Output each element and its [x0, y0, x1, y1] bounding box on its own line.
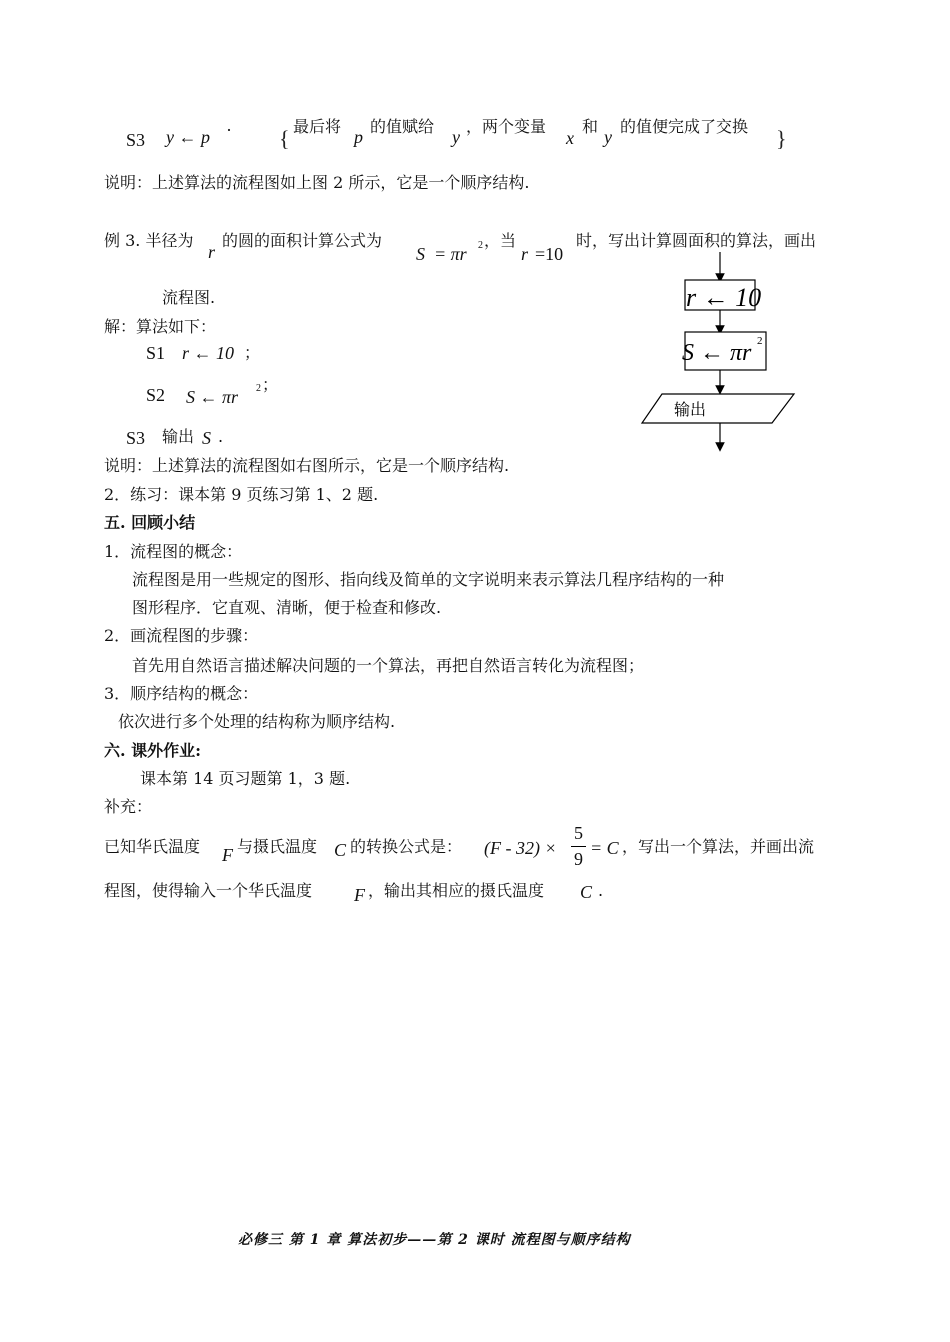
- homework: 课本第 14 页习题第 1，3 题.: [140, 769, 351, 788]
- text: ，输出其相应的摄氏温度: [368, 881, 545, 900]
- s2-expr: S ← πr: [186, 387, 239, 407]
- var-p: p: [354, 127, 363, 147]
- var-F2: F: [354, 885, 365, 905]
- box1-text: r ← 10: [686, 283, 762, 312]
- text: 例 3. 半径为: [104, 231, 194, 250]
- var-F: F: [222, 845, 233, 865]
- brace-close: }: [776, 126, 787, 151]
- formula-right: = C: [590, 838, 619, 858]
- item-1-line-2: 图形程序．它直观、清晰，便于检查和修改.: [132, 598, 442, 617]
- flowchart: [630, 250, 810, 455]
- formula-eq: = πr: [434, 244, 467, 264]
- s3-text: 输出: [162, 427, 195, 446]
- frac-den: 9: [574, 849, 583, 869]
- page-footer: 必修三 第 1 章 算法初步——第 2 课时 流程图与顺序结构: [238, 1232, 631, 1248]
- s1-end: ；: [244, 343, 261, 362]
- s1-label: S1: [146, 343, 166, 363]
- frac-bar: [571, 846, 586, 847]
- text: 的值便完成了交换: [620, 117, 749, 136]
- text: ，写出一个算法，并画出流: [622, 837, 815, 856]
- text: 时，写出计算圆面积的算法，画出: [576, 231, 817, 250]
- text: 最后将: [293, 117, 342, 136]
- s2-end: ；: [262, 375, 279, 394]
- item-3-title: 3．顺序结构的概念：: [104, 684, 259, 703]
- text: 的圆的面积计算公式为: [222, 231, 383, 250]
- box2-text: S ← πr: [682, 340, 752, 366]
- var-x: x: [566, 128, 574, 148]
- text: 流程图.: [162, 288, 216, 307]
- text: 程图，使得输入一个华氏温度: [104, 881, 313, 900]
- item-1-title: 1．流程图的概念：: [104, 542, 243, 561]
- cond-val: =10: [535, 244, 564, 264]
- step-label: S3: [126, 130, 146, 150]
- note-1: 说明：上述算法的流程图如上图 2 所示，它是一个顺序结构.: [104, 173, 530, 192]
- var-C: C: [334, 840, 347, 860]
- var-r: r: [208, 242, 216, 262]
- s1-expr: r ← 10: [182, 343, 235, 363]
- solution-head: 解：算法如下：: [104, 317, 217, 336]
- formula-left: (F - 32) ×: [484, 838, 557, 858]
- s3-var: S: [202, 428, 211, 448]
- note-2: 说明：上述算法的流程图如右图所示，它是一个顺序结构.: [104, 456, 510, 475]
- text: 与摄氏温度: [237, 837, 318, 856]
- s3-end: .: [218, 427, 224, 446]
- text: 的值赋给: [370, 117, 435, 136]
- formula-S: S: [416, 244, 425, 264]
- dot: ·: [226, 120, 232, 140]
- text: 的转换公式是：: [350, 837, 463, 856]
- assign-expr: y ← p: [166, 127, 210, 147]
- section-6-heading: 六. 课外作业:: [104, 741, 202, 760]
- item-2-text: 首先用自然语言描述解决问题的一个算法，再把自然语言转化为流程图；: [132, 656, 645, 675]
- item-2-title: 2．画流程图的步骤：: [104, 626, 259, 645]
- var-y2: y: [604, 127, 612, 147]
- text: 已知华氏温度: [104, 837, 201, 856]
- box2-exp: 2: [757, 335, 763, 347]
- frac-num: 5: [574, 823, 583, 843]
- item-1-line-1: 流程图是用一些规定的图形、指向线及简单的文字说明来表示算法几程序结构的一种: [132, 570, 725, 589]
- var-y: y: [452, 127, 460, 147]
- cond-r: r: [521, 244, 529, 264]
- var-C2: C: [580, 882, 593, 902]
- s3-label: S3: [126, 428, 146, 448]
- text: ，两个变量: [466, 117, 547, 136]
- section-5-heading: 五. 回顾小结: [104, 513, 196, 532]
- item-3-text: 依次进行多个处理的结构称为顺序结构.: [118, 712, 396, 731]
- s2-label: S2: [146, 385, 166, 405]
- supplement: 补充：: [104, 797, 153, 816]
- brace-open: {: [279, 126, 290, 151]
- text: .: [598, 881, 604, 900]
- output-text: 输出: [674, 400, 707, 419]
- output-parallelogram: [642, 394, 794, 423]
- formula-exp: 2: [478, 240, 483, 251]
- text: 和: [582, 117, 599, 136]
- text: ，当: [484, 231, 517, 250]
- s2-exp: 2: [256, 383, 261, 394]
- practice: 2．练习：课本第 9 页练习第 1、2 题.: [104, 485, 379, 504]
